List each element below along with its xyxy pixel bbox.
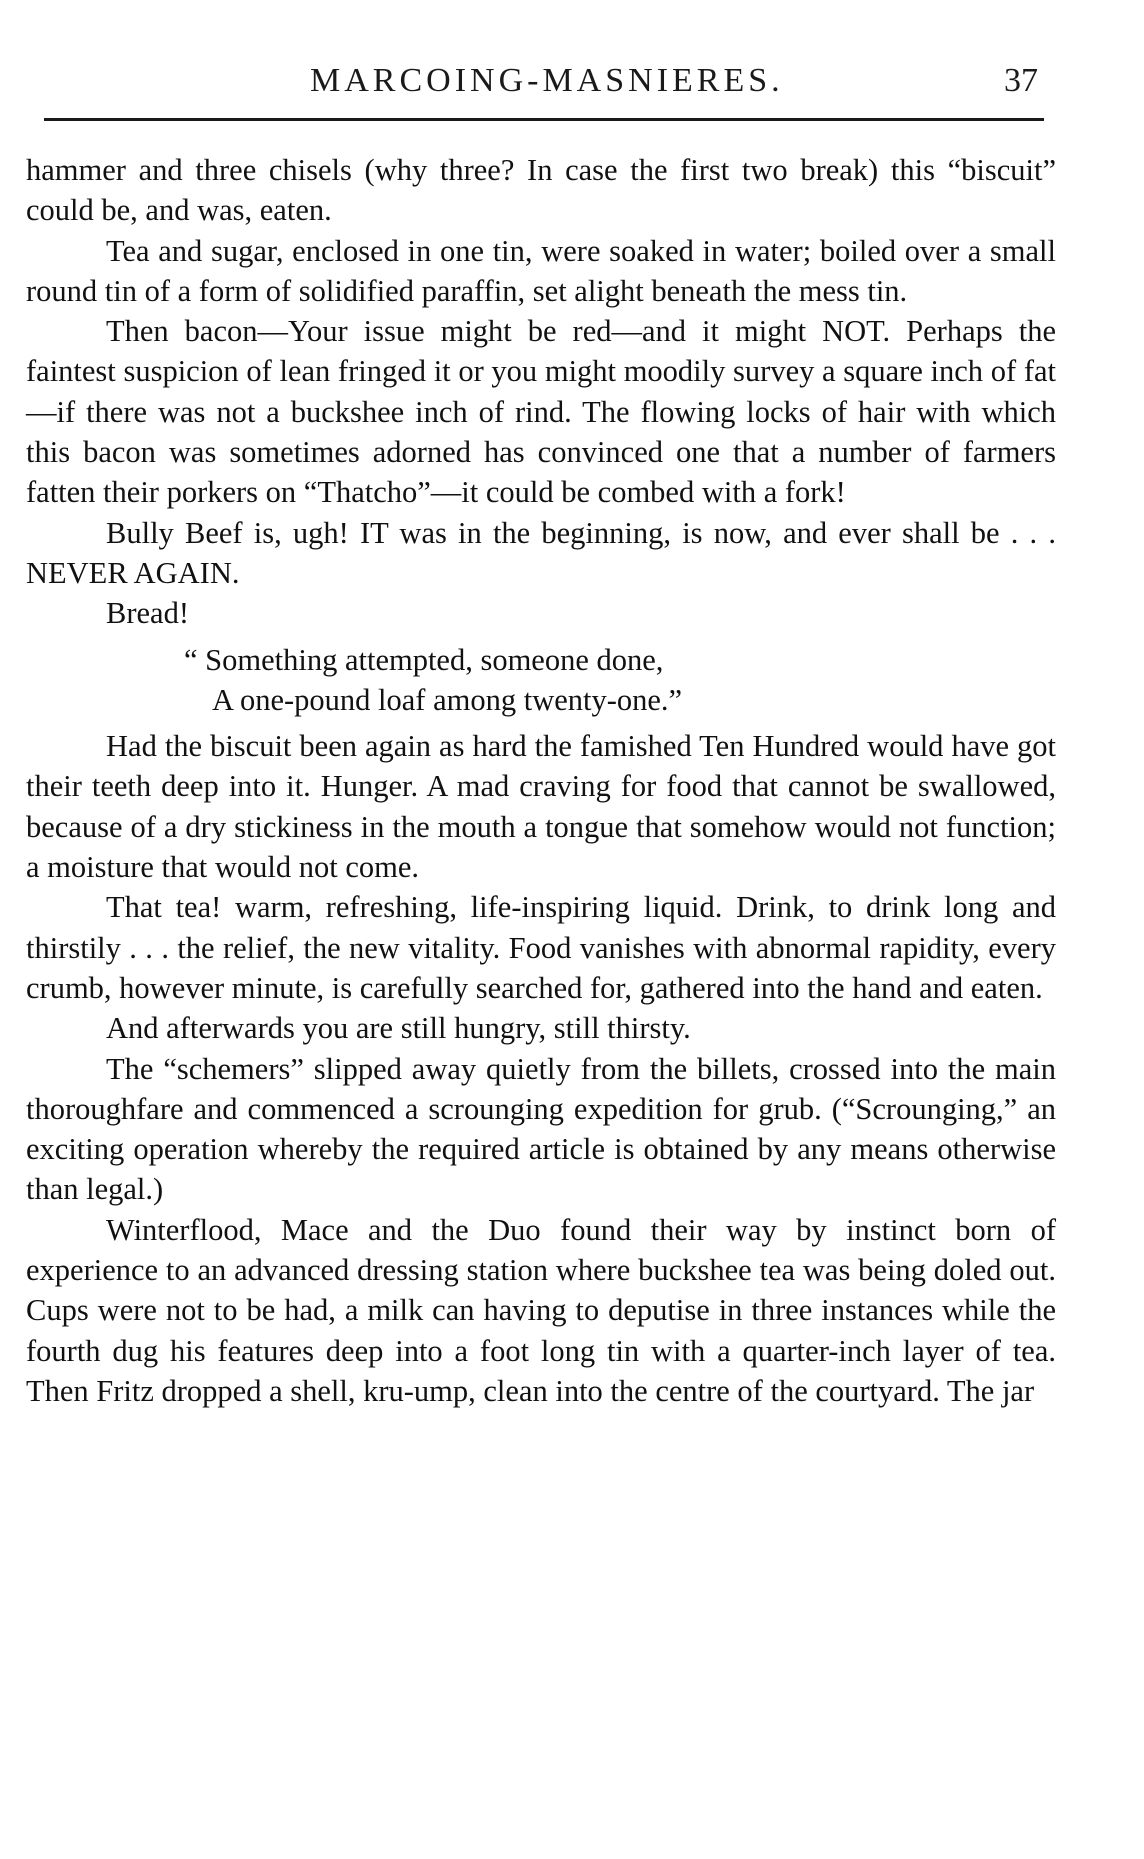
paragraph-continued: hammer and three chisels (why three? In case the first two break) this “biscuit” could be, and was, eaten. (26, 153, 1056, 228)
verse-line-1: “ Something attempted, someone done, (184, 642, 664, 677)
paragraph-winterflood: Winterflood, Mace and the Duo found their way by instinct born of experience to an advanced dressing station where buckshee tea was being doled out. Cups were not to be had, a milk can having to deputise in three instances while the fourth dug his features deep into a foot long tin with a quarter-inch layer of tea. Then Fritz dropped a shell, kru-ump, clean into the centre of the courtyard. The jar (26, 1212, 1056, 1408)
paragraph-tea-and-sugar: Tea and sugar, enclosed in one tin, were soaked in water; boiled over a small round tin of a form of solidified paraffin, set alight beneath the mess tin. (26, 233, 1056, 308)
paragraph-bread: Bread! (106, 596, 189, 631)
verse-quote (184, 640, 1056, 721)
paragraph-still-hungry: And afterwards you are still hungry, still thirsty. (106, 1011, 691, 1046)
paragraph-that-tea: That tea! warm, refreshing, life-inspiring liquid. Drink, to drink long and thirstily . . . the relief, the new vitality. Food vanishes with abnormal rapidity, every crumb, however minute, is carefully searched for, gathered into the hand and eaten. (26, 890, 1056, 1005)
running-title: MARCOING-MASNIERES. (310, 62, 784, 99)
body-text (26, 150, 1056, 1411)
page-number: 37 (1004, 62, 1038, 99)
paragraph-bully-beef: Bully Beef is, ugh! IT was in the beginning, is now, and ever shall be . . . NEVER AGAIN. (26, 515, 1056, 590)
paragraph-hunger: Had the biscuit been again as hard the famished Ten Hundred would have got their teeth deep into it. Hunger. A mad craving for food that cannot be swallowed, because of a dry stickiness in the mouth a tongue that somehow would not function; a moisture that would not come. (26, 729, 1056, 885)
paragraph-schemers: The “schemers” slipped away quietly from the billets, crossed into the main thoroughfare and commenced a scrounging expedition for grub. (“Scrounging,” an exciting operation whereby the required article is obtained by any means otherwise than legal.) (26, 1051, 1056, 1207)
paragraph-bacon: Then bacon—Your issue might be red—and it might NOT. Perhaps the faintest suspicion of lean fringed it or you might moodily survey a square inch of fat—if there was not a buckshee inch of rind. The flowing locks of hair with which this bacon was sometimes adorned has convinced one that a number of farmers fatten their porkers on “Thatcho”—it could be combed with a fork! (26, 314, 1056, 510)
header-rule (44, 118, 1044, 121)
verse-line-2: A one-pound loaf among twenty-one.” (212, 682, 683, 717)
